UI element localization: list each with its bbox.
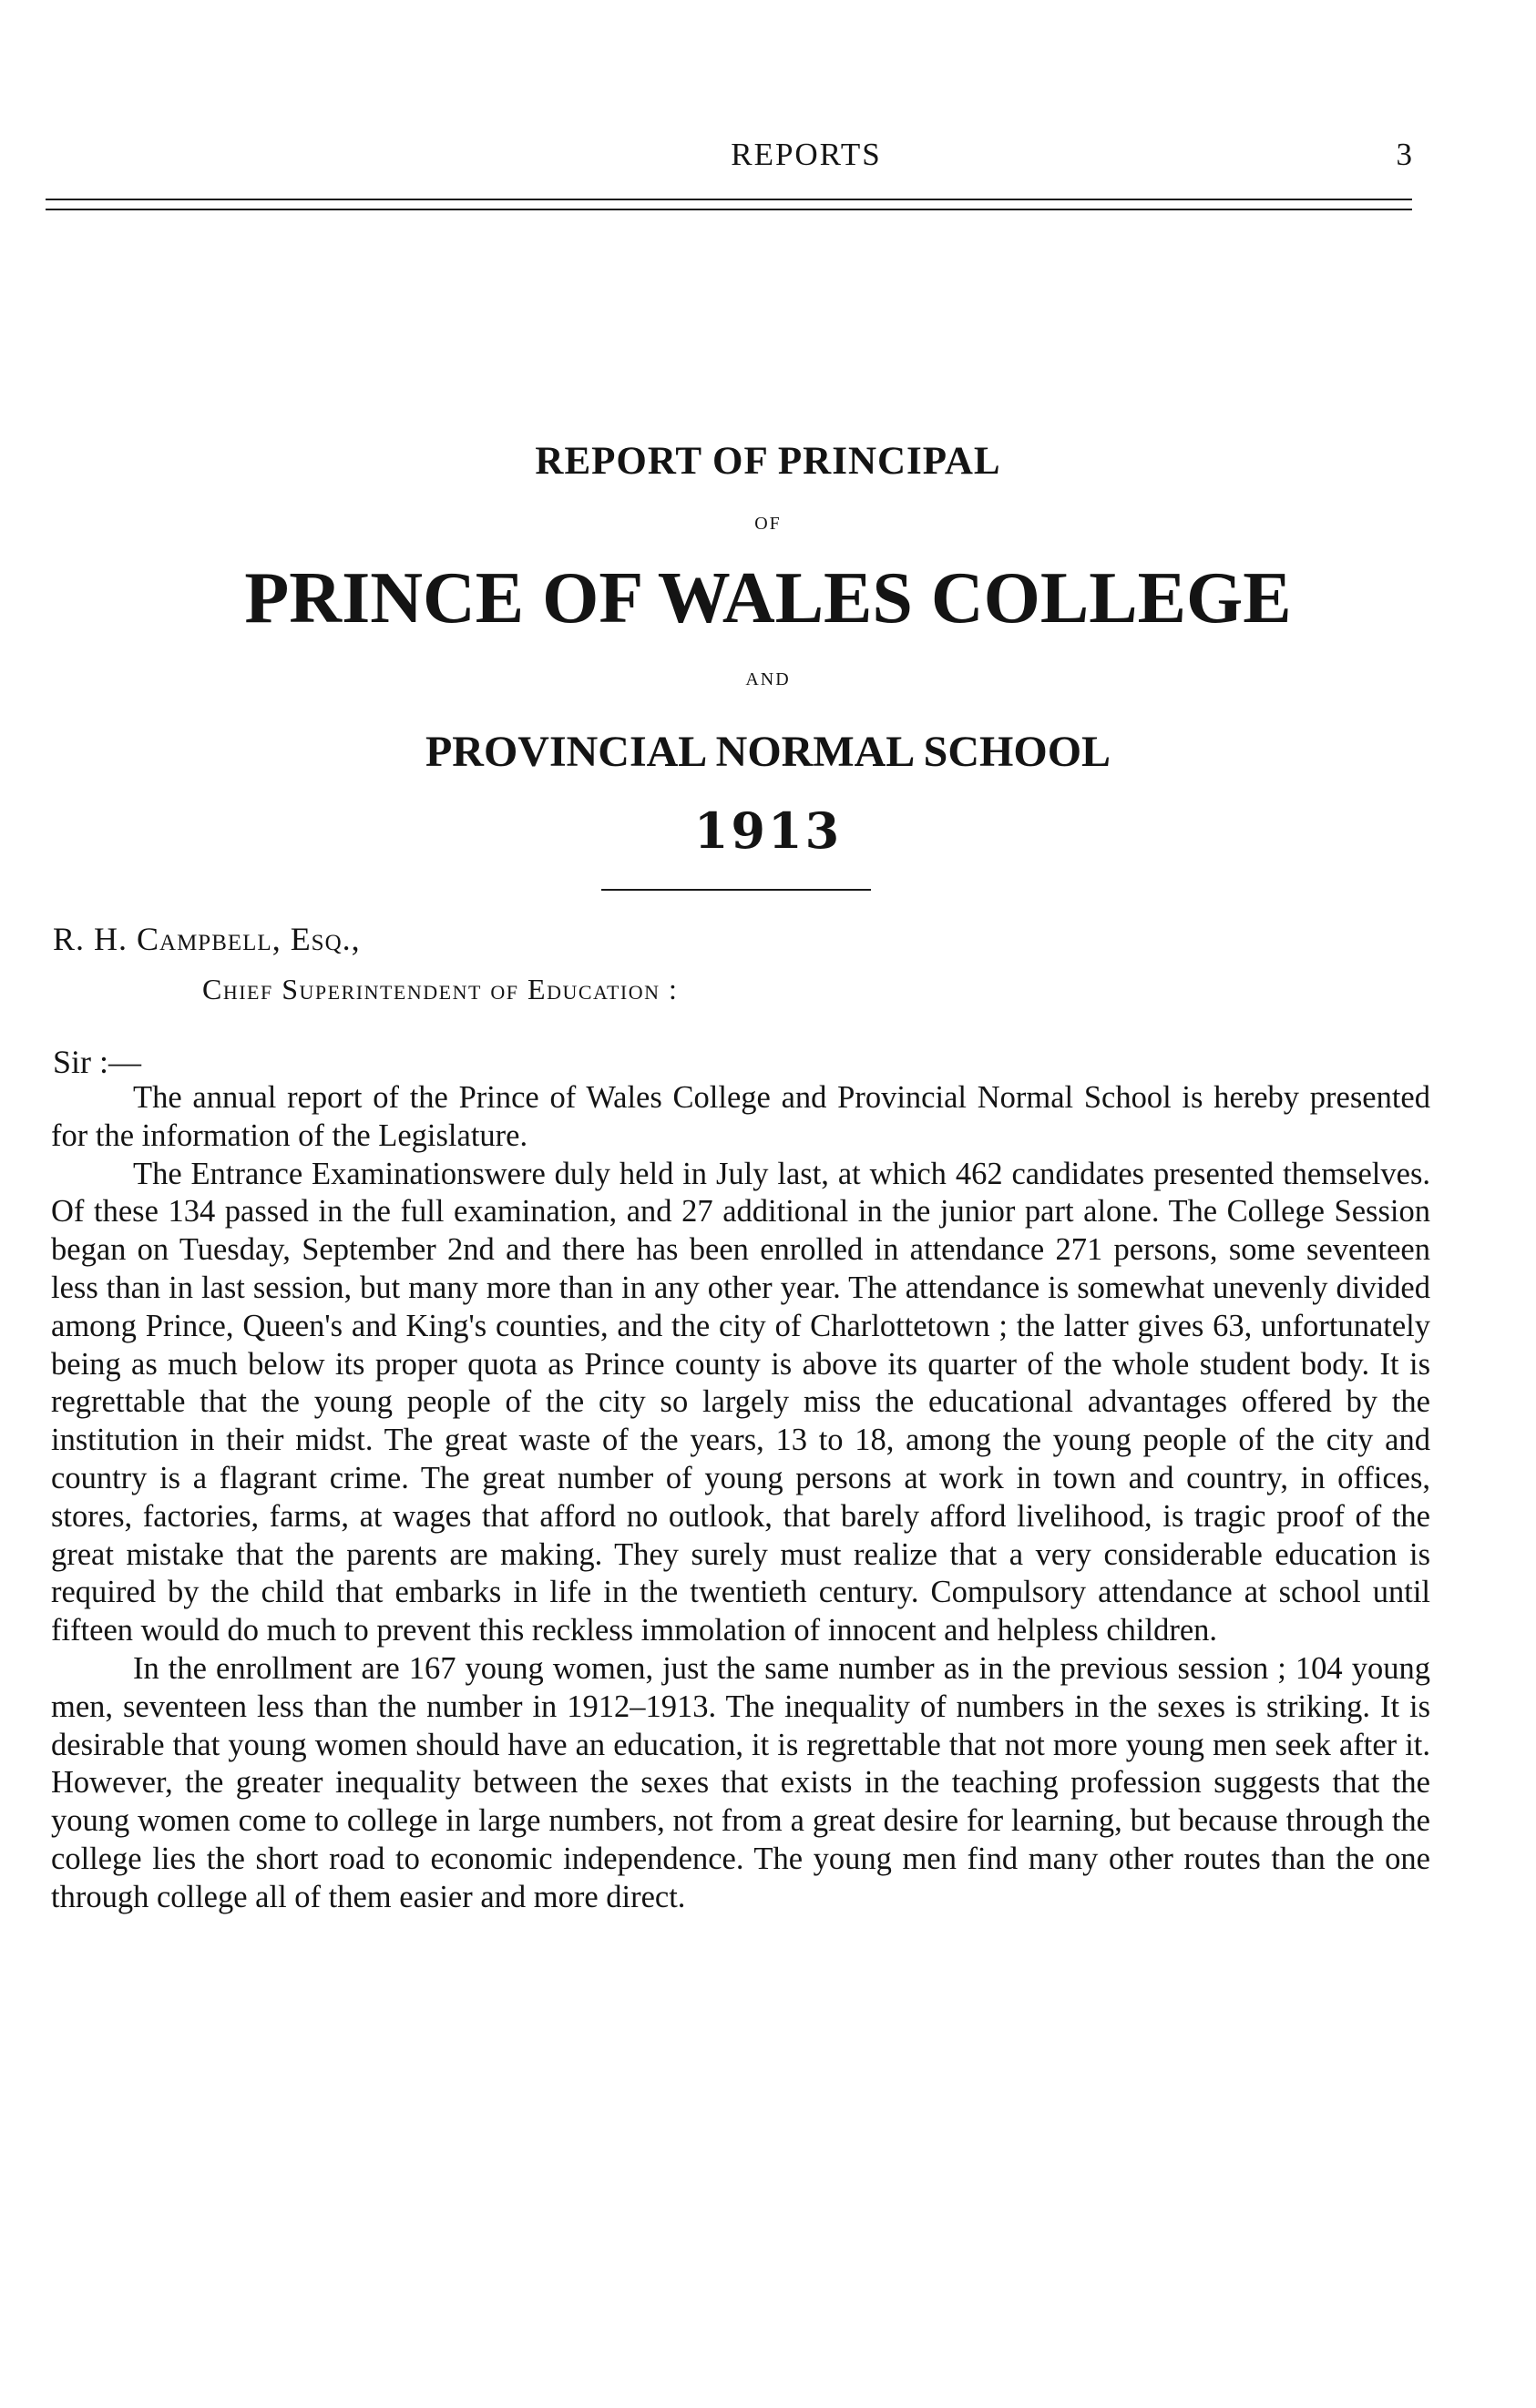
running-header <box>200 137 1412 179</box>
addressee-name: R. H. Campbell, Esq., <box>53 921 361 957</box>
normal-school-title: PROVINCIAL NORMAL SCHOOL <box>425 728 1111 776</box>
addressee-office: Chief Superintendent of Education : <box>202 973 679 1005</box>
paragraph: In the enrollment are 167 young women, just the same number as in the previous session ; 104 young men, seventeen less than the number in 1912–1913. The inequality of numbers in the sexes is striking. It is desirable that young women should have an education, it is regrettable that not more young men seek after it. However, the greater inequality between the sexes that exists in the teaching profession suggests that the young women come to college in large numbers, not from a great desire for learning, but because through the college lies the short road to economic independence. The young men find many other routes than the one through college all of them easier and more direct. <box>51 1650 1430 1914</box>
header-rule-bottom <box>46 209 1412 210</box>
page-number: 3 <box>1396 137 1412 172</box>
report-title: REPORT OF PRINCIPAL <box>535 440 1001 483</box>
report-body <box>51 1079 1430 1917</box>
salutation: Sir :— <box>53 1044 142 1080</box>
paragraph: The annual report of the Prince of Wales College and Provincial Normal School is hereby presented for the information of the Legislature. <box>51 1080 1430 1153</box>
running-title: REPORTS <box>731 137 882 172</box>
report-year: 1913 <box>693 801 843 860</box>
college-title: PRINCE OF WALES COLLEGE <box>244 558 1292 638</box>
header-rule-top <box>46 199 1412 200</box>
paragraph: The Entrance Examinationswere duly held in July last, at which 462 candidates presented themselves. Of these 134 passed in the full examination, and 27 additional in the junior part alone. The College Session began on Tuesday, September 2nd and there has been enrolled in attendance 271 persons, some seventeen less than in last session, but many more than in any other year. The attendance is somewhat unevenly divided among Prince, Queen's and King's counties, and the city of Charlottetown ; the latter gives 63, unfortunately being as much below its proper quota as Prince county is above its quarter of the whole student body. It is regrettable that the young people of the city so largely miss the educational advantages offered by the institution in their midst. The great waste of the years, 13 to 18, among the young people of the city and country is a flagrant crime. The great number of young persons at work in town and country, in offices, stores, factories, farms, at wages that afford no outlook, that barely afford livelihood, is tragic proof of the great mistake that the parents are making. They surely must realize that a very considerable education is required by the child that embarks in life in the twentieth century. Compulsory attendance at school until fifteen would do much to prevent this reckless immolation of innocent and helpless children. <box>51 1156 1430 1648</box>
title-of: OF <box>754 514 782 534</box>
title-rule <box>601 889 871 891</box>
title-and: AND <box>745 669 791 689</box>
